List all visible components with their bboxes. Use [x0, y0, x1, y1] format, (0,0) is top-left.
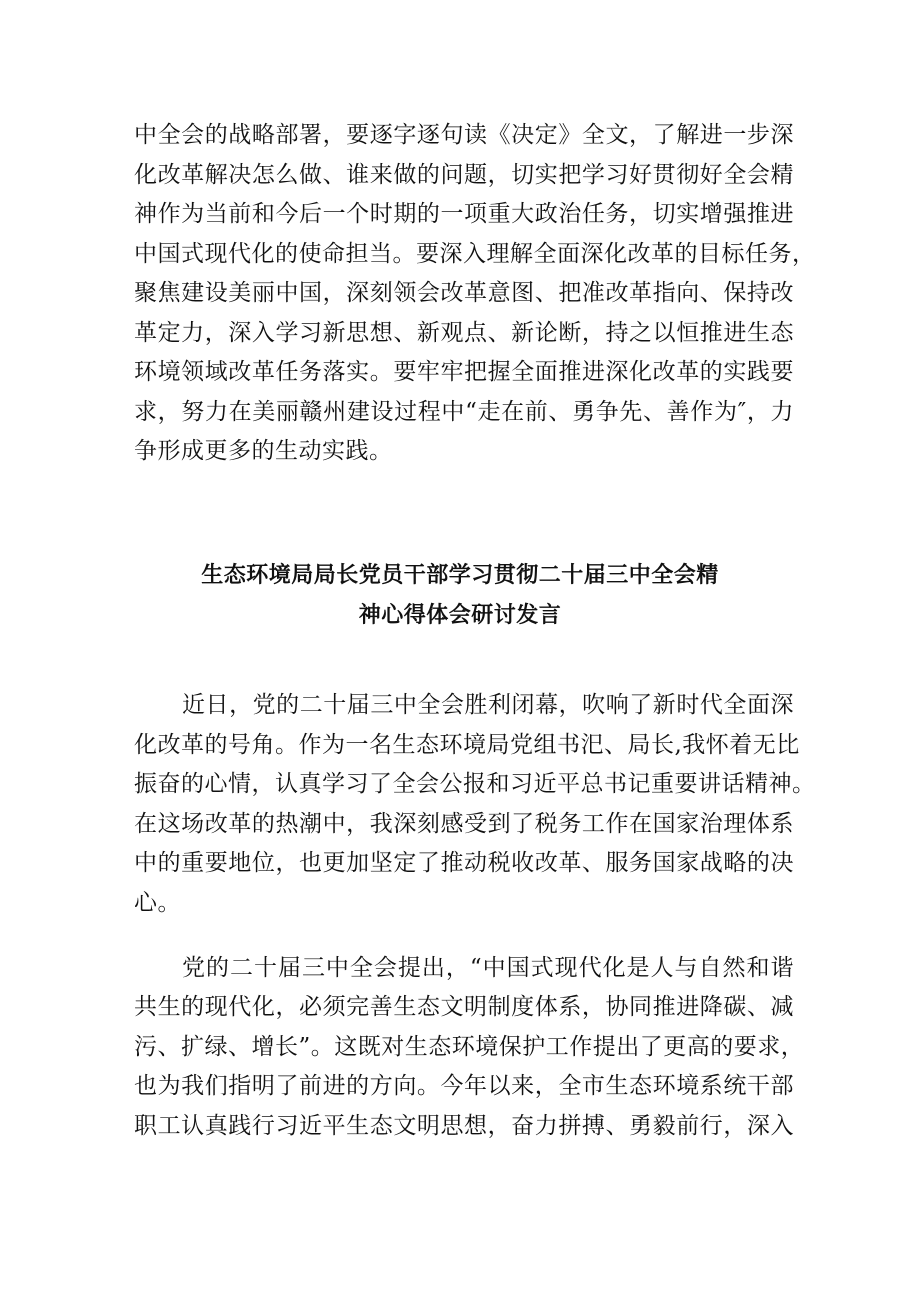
text-line: 近日，党的二十届三中全会胜利闭幕，吹响了新时代全面深	[182, 692, 794, 718]
text-line: 党的二十届三中全会提出，“中国式现代化是人与自然和谐	[182, 955, 794, 981]
text-line: 心。	[134, 890, 181, 916]
title-line-1: 生态环境局局长党员干部学习贯彻二十届三中全会精	[201, 563, 719, 588]
text-line: 中全会的战略部署，要逐字逐句读《决定》全文，了解进一步深	[134, 122, 794, 148]
text-line: 污、扩绿、增长”。这既对生态环境保护工作提出了更高的要求，	[134, 1034, 805, 1060]
text-line: 环境领域改革任务落实。要牢牢把握全面推进深化改革的实践要	[134, 359, 794, 385]
text-line: 职工认真践行习近平生态文明思想，奋力拼搏、勇毅前行，深入	[134, 1113, 794, 1139]
text-line: 中的重要地位，也更加坚定了推动税收改革、服务国家战略的决	[134, 850, 794, 876]
text-line: 求，努力在美丽赣州建设过程中“走在前、勇争先、善作为″，力	[134, 399, 794, 425]
text-line: 共生的现代化，必须完善生态文明制度体系，协同推进降碳、减	[134, 994, 794, 1020]
text-line: 中国式现代化的使命担当。要深入理解全面深化改革的目标任务，	[134, 241, 816, 267]
text-line: 在这场改革的热潮中，我深刻感受到了税务工作在国家治理体系	[134, 811, 794, 837]
text-line: 也为我们指明了前进的方向。今年以来，全市生态环境系统干部	[134, 1073, 794, 1099]
text-line: 争形成更多的生动实践。	[134, 438, 393, 464]
text-line: 神作为当前和今后一个时期的一项重大政治任务，切实增强推进	[134, 201, 794, 227]
text-line: 化改革解决怎么做、谁来做的问题，切实把学习好贯彻好全会精	[134, 162, 794, 188]
title-line-2: 神心得体会研讨发言	[358, 603, 562, 628]
text-line: 聚焦建设美丽中国，深刻领会改革意图、把准改革指向、保持改	[134, 280, 794, 306]
text-line: 革定力，深入学习新思想、新观点、新论断，持之以恒推进生态	[134, 320, 794, 346]
text-line: 振奋的心情，认真学习了全会公报和习近平总书记重要讲话精神。	[134, 771, 816, 797]
text-line: 化改革的号角。作为一名生态环境局党组书汜、局长,我怀着无比	[134, 732, 800, 758]
